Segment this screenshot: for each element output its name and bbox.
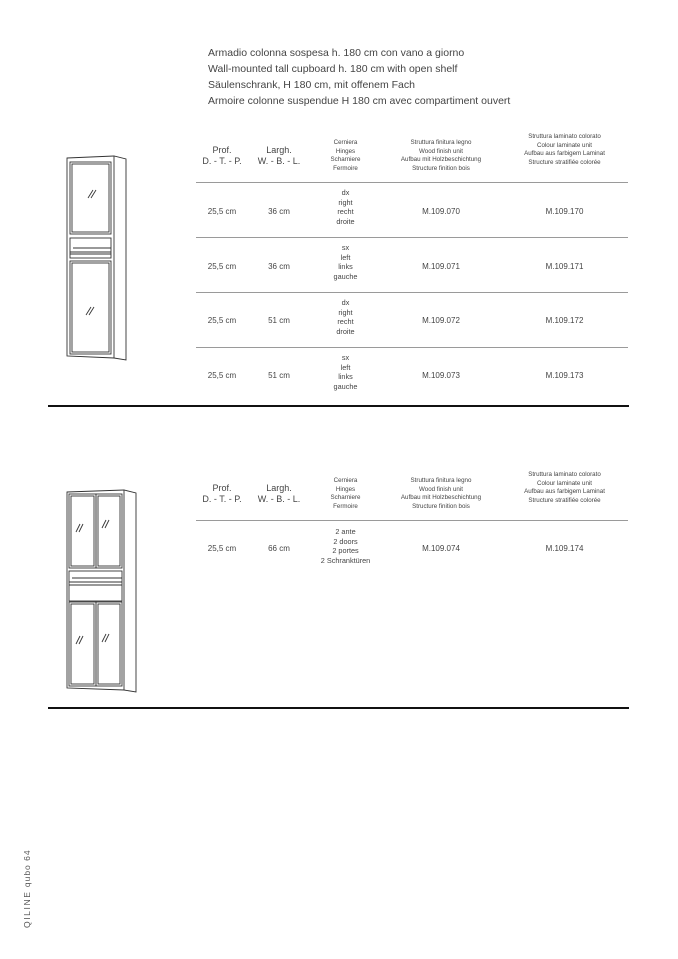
single-door-cabinet-drawing xyxy=(62,150,132,364)
cell-depth: 25,5 cm xyxy=(207,262,237,271)
row-divider xyxy=(196,520,628,521)
header-colour-laminate: Struttura laminato colorato Colour laminate unit Aufbau aus farbigem Laminat Structure stratifiée colorée xyxy=(524,471,605,504)
cell-laminate-code: M.109.172 xyxy=(545,316,584,325)
cell-width: 51 cm xyxy=(268,371,290,380)
cell-depth: 25,5 cm xyxy=(207,316,237,325)
cell-depth: 25,5 cm xyxy=(207,544,237,553)
title-fr: Armoire colonne suspendue H 180 cm avec compartiment ouvert xyxy=(208,95,511,107)
cell-width: 36 cm xyxy=(268,207,290,216)
row-divider xyxy=(196,292,628,293)
cell-hinge: sx left links gauche xyxy=(333,243,358,281)
brand-label: QILINE xyxy=(22,890,32,928)
cell-laminate-code: M.109.174 xyxy=(545,544,584,553)
row-divider xyxy=(196,347,628,348)
title-en: Wall-mounted tall cupboard h. 180 cm with open shelf xyxy=(208,63,458,75)
product-title xyxy=(208,45,648,109)
page-footer xyxy=(22,849,32,928)
header-colour-laminate: Struttura laminato colorato Colour laminate unit Aufbau aus farbigem Laminat Structure stratifiée colorée xyxy=(524,133,605,166)
cell-hinge: sx left links gauche xyxy=(333,353,358,391)
header-depth: Prof. D. - T. - P. xyxy=(202,145,242,166)
double-door-cabinet-drawing xyxy=(62,484,142,694)
cell-hinge: dx right recht droite xyxy=(336,188,355,226)
cell-laminate-code: M.109.171 xyxy=(545,262,584,271)
row-divider xyxy=(196,237,628,238)
header-width: Largh. W. - B. - L. xyxy=(257,145,301,166)
header-wood-finish: Struttura finitura legno Wood finish unit Aufbau mit Holzbeschichtung Structure finition bois xyxy=(400,139,482,172)
cell-wood-code: M.109.072 xyxy=(422,316,460,325)
row-divider xyxy=(196,182,628,183)
cell-wood-code: M.109.070 xyxy=(422,207,460,216)
title-it: Armadio colonna sospesa h. 180 cm con vano a giorno xyxy=(208,47,465,59)
cell-wood-code: M.109.071 xyxy=(422,262,460,271)
cell-depth: 25,5 cm xyxy=(207,207,237,216)
cell-laminate-code: M.109.173 xyxy=(545,371,584,380)
cell-hinge: dx right recht droite xyxy=(336,298,355,336)
cell-depth: 25,5 cm xyxy=(207,371,237,380)
header-depth: Prof. D. - T. - P. xyxy=(202,483,242,504)
header-hinges: Cerniera Hinges Scharniere Fermoire xyxy=(330,477,361,510)
section-divider xyxy=(48,405,629,407)
title-de: Säulenschrank, H 180 cm, mit offenem Fach xyxy=(208,79,415,91)
header-hinges: Cerniera Hinges Scharniere Fermoire xyxy=(330,139,361,172)
cell-hinge: 2 ante 2 doors 2 portes 2 Schranktüren xyxy=(320,527,371,565)
cell-wood-code: M.109.073 xyxy=(422,371,460,380)
page-number: qubo 64 xyxy=(22,849,32,888)
cell-laminate-code: M.109.170 xyxy=(545,207,584,216)
cell-width: 36 cm xyxy=(268,262,290,271)
header-width: Largh. W. - B. - L. xyxy=(257,483,301,504)
section-divider xyxy=(48,707,629,709)
cell-wood-code: M.109.074 xyxy=(422,544,460,553)
header-wood-finish: Struttura finitura legno Wood finish unit Aufbau mit Holzbeschichtung Structure finition bois xyxy=(400,477,482,510)
cell-width: 51 cm xyxy=(268,316,290,325)
cell-width: 66 cm xyxy=(268,544,290,553)
